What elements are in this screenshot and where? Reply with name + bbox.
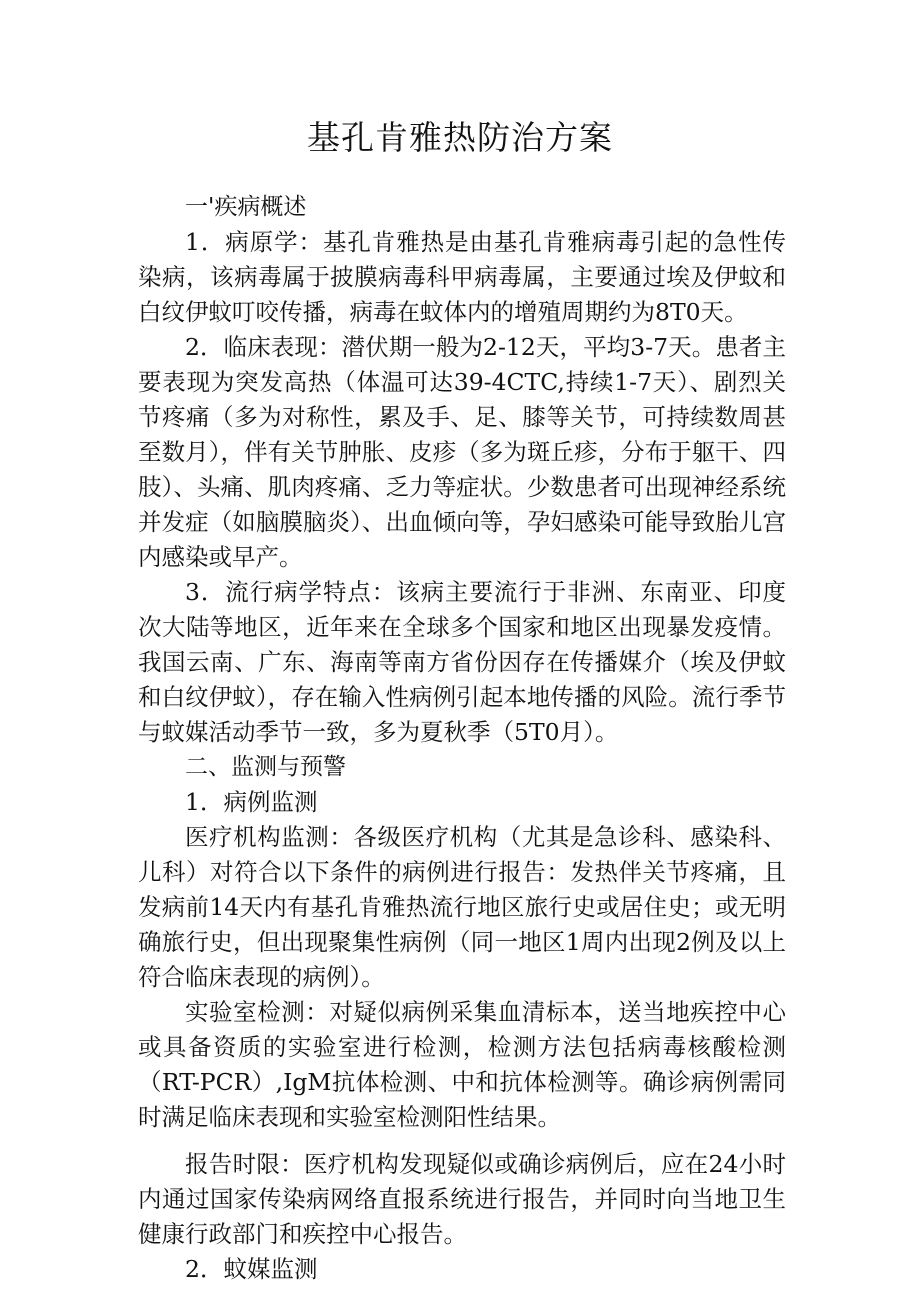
document-title: 基孔肯雅热防治方案 — [307, 118, 613, 157]
paragraph-epidemiology: 3．流行病学特点：该病主要流行于非洲、东南亚、印度次大陆等地区，近年来在全球多个国家和地区出现暴发疫情。我国云南、广东、海南等南方省份因存在传播媒介（埃及伊蚊和白纹伊蚊），存在输入性病例引起本地传播的风险。流行季节与蚊媒活动季节一致，多为夏秋季（5T0月）。 — [138, 578, 786, 746]
paragraph-report-deadline: 报告时限：医疗机构发现疑似或确诊病例后，应在24小时内通过国家传染病网络直报系统进行报告，并同时向当地卫生健康行政部门和疾控中心报告。 — [138, 1150, 786, 1248]
section-heading-overview: 一'疾病概述 — [185, 194, 307, 220]
paragraph-hospital-monitoring: 医疗机构监测：各级医疗机构（尤其是急诊科、感染科、儿科）对符合以下条件的病例进行报告：发热伴关节疼痛，且发病前14天内有基孔肯雅热流行地区旅行史或居住史；或无明确旅行史，但出现聚集性病例（同一地区1周内出现2例及以上符合临床表现的病例）。 — [138, 823, 786, 991]
paragraph-lab-testing: 实验室检测：对疑似病例采集血清标本，送当地疾控中心或具备资质的实验室进行检测，检测方法包括病毒核酸检测（RT-PCR）,IgM抗体检测、中和抗体检测等。确诊病例需同时满足临床表现和实验室检测阳性结果。 — [138, 998, 786, 1131]
paragraph-clinical: 2．临床表现：潜伏期一般为2-12天，平均3-7天。患者主要表现为突发高热（体温可达39-4CTC,持续1-7天）、剧烈关节疼痛（多为对称性，累及手、足、膝等关节，可持续数周甚至数月），伴有关节肿胀、皮疹（多为斑丘疹，分布于躯干、四肢）、头痛、肌肉疼痛、乏力等症状。少数患者可出现神经系统并发症（如脑膜脑炎）、出血倾向等，孕妇感染可能导致胎儿宫内感染或早产。 — [138, 333, 786, 571]
subheading-vector-monitoring: 2．蚊媒监测 — [185, 1255, 318, 1283]
paragraph-etiology: 1．病原学：基孔肯雅热是由基孔肯雅病毒引起的急性传染病，该病毒属于披膜病毒科甲病毒属，主要通过埃及伊蚊和白纹伊蚊叮咬传播，病毒在蚊体内的增殖周期约为8T0天。 — [138, 228, 786, 326]
section-heading-monitoring: 二、监测与预警 — [185, 754, 346, 780]
subheading-case-monitoring: 1．病例监测 — [185, 788, 318, 816]
document-body — [138, 190, 786, 1287]
